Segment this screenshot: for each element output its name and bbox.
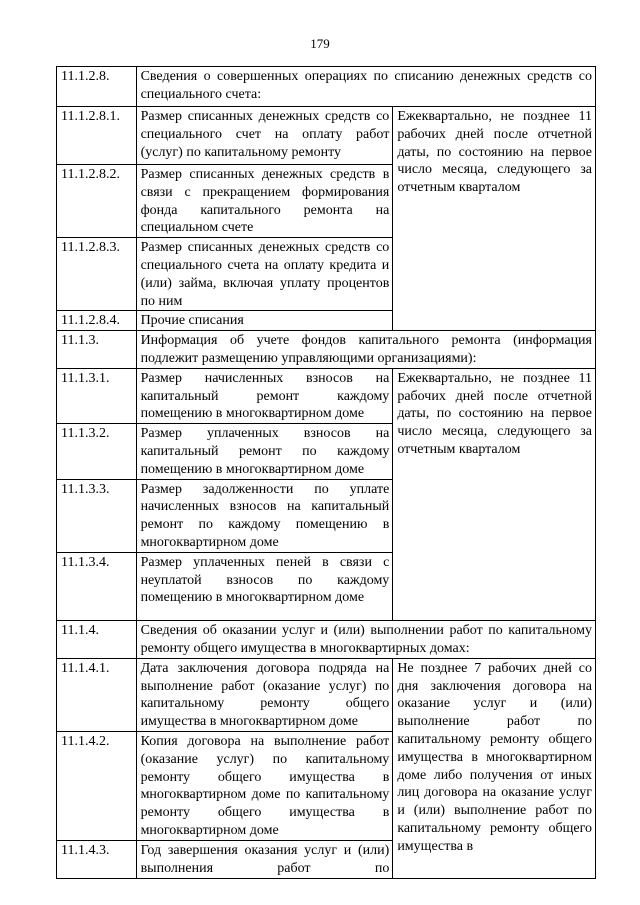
table-row — [57, 368, 596, 423]
row-description: Размер списанных денежных средств в связи с прекращением формирования фонда капитального ремонта на специальном счете — [136, 165, 393, 238]
table-row — [57, 67, 596, 107]
row-description: Дата заключения договора подряда на выполнение работ (оказание услуг) по капитальному ремонту общего имущества в многоквартирном доме — [136, 658, 393, 731]
row-number: 11.1.3. — [57, 331, 137, 369]
row-description: Размер уплаченных пеней в связи с неуплатой взносов по каждому помещению в многоквартирном доме — [136, 552, 393, 620]
reporting-period: Ежеквартально, не позднее 11 рабочих дней после отчетной даты, по состоянию на первое число месяца, следующего за отчетным кварталом — [393, 107, 596, 331]
row-number: 11.1.4. — [57, 620, 137, 658]
row-number: 11.1.4.1. — [57, 658, 137, 731]
row-number: 11.1.2.8.1. — [57, 107, 137, 165]
requirements-table — [56, 66, 596, 879]
row-number: 11.1.2.8. — [57, 67, 137, 107]
row-description: Информация об учете фондов капитального ремонта (информация подлежит размещению управляющими организациями): — [136, 331, 595, 369]
row-description: Размер начисленных взносов на капитальный ремонт каждому помещению в многоквартирном доме — [136, 368, 393, 423]
row-description: Размер задолженности по уплате начисленных взносов на капитальный ремонт по каждому помещению в многоквартирном доме — [136, 479, 393, 552]
row-number: 11.1.2.8.2. — [57, 165, 137, 238]
row-description: Прочие списания — [136, 311, 393, 331]
table-row — [57, 658, 596, 731]
row-number: 11.1.4.2. — [57, 731, 137, 840]
row-description: Сведения об оказании услуг и (или) выполнении работ по капитальному ремонту общего имущества в многоквартирных домах: — [136, 620, 595, 658]
row-number: 11.1.2.8.3. — [57, 238, 137, 311]
row-description: Размер списанных денежных средств со специального счет на оплату работ (услуг) по капитальному ремонту — [136, 107, 393, 165]
row-number: 11.1.3.4. — [57, 552, 137, 620]
row-number: 11.1.3.3. — [57, 479, 137, 552]
row-number: 11.1.4.3. — [57, 840, 137, 878]
table-row — [57, 620, 596, 658]
row-number: 11.1.2.8.4. — [57, 311, 137, 331]
row-description: Размер списанных денежных средств со специального счета на оплату кредита и (или) займа, включая уплату процентов по ним — [136, 238, 393, 311]
row-number: 11.1.3.1. — [57, 368, 137, 423]
reporting-period: Ежеквартально, не позднее 11 рабочих дней после отчетной даты, по состоянию на первое число месяца, следующего за отчетным кварталом — [393, 368, 596, 620]
row-description: Копия договора на выполнение работ (оказание услуг) по капитальному ремонту общего имущества в многоквартирном доме по капитальному ремонту общего имущества в многоквартирном доме — [136, 731, 393, 840]
row-description: Сведения о совершенных операциях по списанию денежных средств со специального счета: — [136, 67, 595, 107]
page-number: 179 — [310, 36, 330, 51]
row-description: Год завершения оказания услуг и (или) выполнения работ по — [136, 840, 393, 878]
row-description: Размер уплаченных взносов на капитальный ремонт по каждому помещению в многоквартирном доме — [136, 424, 393, 479]
row-number: 11.1.3.2. — [57, 424, 137, 479]
reporting-period: Не позднее 7 рабочих дней со дня заключения договора на оказание услуг и (или) выполнение работ по капитальному ремонту общего имущества в многоквартирном доме либо получения от иных лиц договора на оказание услуг и (или) выполнение работ по капитальному ремонту общего имущества в — [393, 658, 596, 878]
table-row — [57, 107, 596, 165]
table-row — [57, 331, 596, 369]
